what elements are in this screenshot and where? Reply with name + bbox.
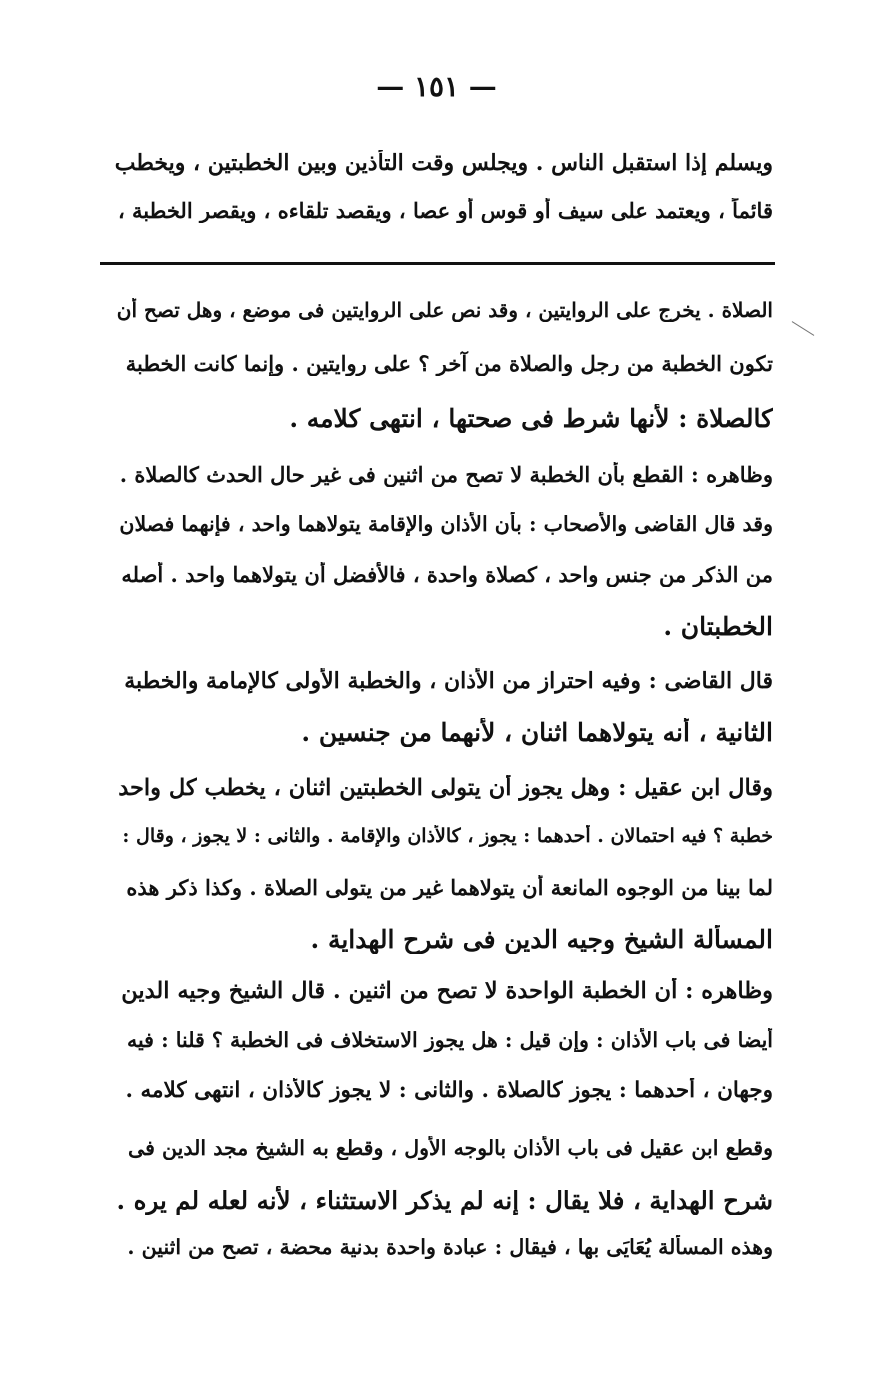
page-number: — ١٥١ — bbox=[376, 70, 497, 103]
footnote-paragraph bbox=[113, 775, 773, 965]
footnote-line: وهذه المسألة يُعَايَى بها ، فيقال : عبادة واحدة بدنية محضة ، تصح من اثنين . bbox=[127, 1235, 773, 1259]
footnote-paragraph bbox=[113, 462, 773, 652]
footnote-line: لما بينا من الوجوه المانعة أن يتولاهما غير من يتولى الصلاة . وكذا ذكر هذه bbox=[126, 875, 773, 900]
footnote-line: المسألة الشيخ وجيه الدين فى شرح الهداية . bbox=[310, 925, 773, 954]
footnote-line: شرح الهداية ، فلا يقال : إنه لم يذكر الاستثناء ، لأنه لعله لم يره . bbox=[116, 1186, 773, 1215]
footnote-line: وظاهره : القطع بأن الخطبة لا تصح من اثنين فى غير حال الحدث كالصلاة . bbox=[119, 462, 773, 487]
footnote-line: من الذكر من جنس واحد ، كصلاة واحدة ، فالأفضل أن يتولاهما واحد . أصله bbox=[121, 562, 773, 587]
footnote-line: وظاهره : أن الخطبة الواحدة لا تصح من اثنين . قال الشيخ وجيه الدين bbox=[121, 978, 773, 1004]
footnote-line: الصلاة . يخرج على الروايتين ، وقد نص على الروايتين فى موضع ، وهل تصح أن bbox=[116, 298, 773, 322]
footnote-line: وقد قال القاضى والأصحاب : بأن الأذان والإقامة يتولاهما واحد ، فإنهما فصلان bbox=[119, 512, 773, 536]
footnote-paragraph bbox=[113, 1136, 773, 1226]
footnote-paragraph bbox=[113, 1235, 773, 1280]
footnote-line: الثانية ، أنه يتولاهما اثنان ، لأنهما من جنسين . bbox=[301, 718, 773, 747]
footnote-line: كالصلاة : لأنها شرط فى صحتها ، انتهى كلامه . bbox=[289, 404, 773, 433]
footnote-line: وقال ابن عقيل : وهل يجوز أن يتولى الخطبتين اثنان ، يخطب كل واحد bbox=[118, 775, 773, 801]
main-text-line: قائماً ، ويعتمد على سيف أو قوس أو عصا ، ويقصد تلقاءه ، ويقصر الخطبة ، bbox=[117, 198, 773, 223]
footnote-separator bbox=[100, 262, 775, 265]
footnote-paragraph bbox=[113, 668, 773, 758]
footnote-line: خطبة ؟ فيه احتمالان . أحدهما : يجوز ، كالأذان والإقامة . والثانى : لا يجوز ، وقال : bbox=[122, 825, 773, 847]
footnote-line: وجهان ، أحدهما : يجوز كالصلاة . والثانى : لا يجوز كالأذان ، انتهى كلامه . bbox=[125, 1078, 773, 1103]
footnote-paragraph bbox=[113, 978, 773, 1118]
margin-mark bbox=[792, 321, 815, 336]
main-text-line: ويسلم إذا استقبل الناس . ويجلس وقت التأذين وبين الخطبتين ، ويخطب bbox=[114, 150, 773, 176]
footnote-line: وقطع ابن عقيل فى باب الأذان بالوجه الأول ، وقطع به الشيخ مجد الدين فى bbox=[128, 1136, 773, 1160]
footnote-line: أيضا فى باب الأذان : وإن قيل : هل يجوز الاستخلاف فى الخطبة ؟ قلنا : فيه bbox=[126, 1028, 773, 1052]
main-text bbox=[113, 150, 773, 240]
footnote-line: قال القاضى : وفيه احتراز من الأذان ، والخطبة الأولى كالإمامة والخطبة bbox=[124, 668, 773, 694]
footnote-line: الخطبتان . bbox=[663, 612, 773, 641]
footnote-line: تكون الخطبة من رجل والصلاة من آخر ؟ على روايتين . وإنما كانت الخطبة bbox=[125, 351, 773, 376]
footnote-paragraph bbox=[113, 298, 773, 438]
